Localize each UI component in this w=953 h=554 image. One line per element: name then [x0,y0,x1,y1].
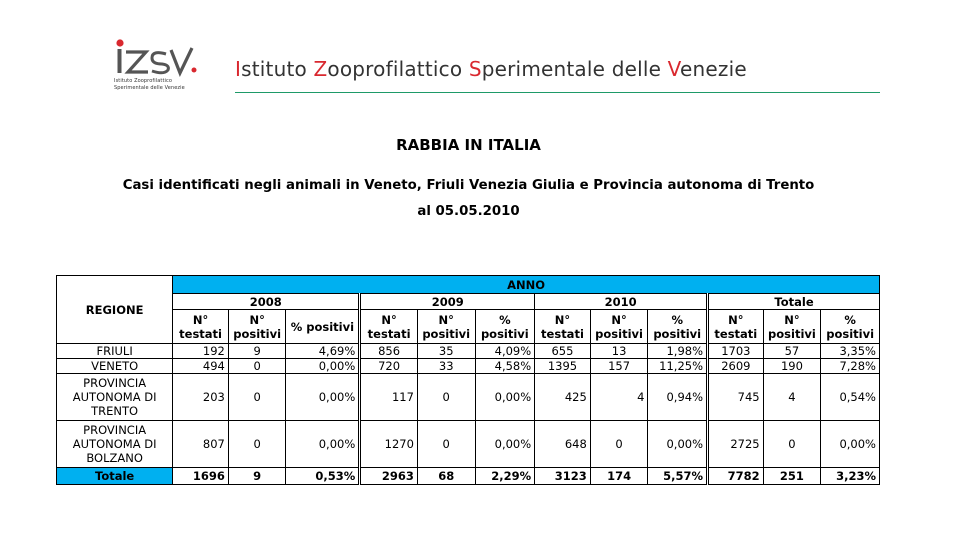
value-cell: 13 [590,344,648,359]
total-cell: 3,23% [821,468,880,485]
total-cell: 3123 [535,468,591,485]
table-row [57,344,880,359]
total-cell: 2,29% [475,468,535,485]
rabies-cases-table [56,275,880,485]
document-title: RABBIA IN ITALIA [396,136,541,154]
value-cell: 0,94% [648,374,708,421]
year-header-2010: 2010 [535,294,708,310]
value-cell: 7,28% [821,359,880,374]
total-cell: 9 [228,468,286,485]
value-cell: 0 [228,359,286,374]
anno-header: ANNO [173,276,880,294]
sub-header: % positivi [821,310,880,344]
value-cell: 33 [417,359,475,374]
year-header-totale: Totale [708,294,880,310]
header-divider [235,92,880,93]
value-cell: 157 [590,359,648,374]
value-cell: 0 [228,374,286,421]
value-cell: 4,69% [286,344,360,359]
total-row [57,468,880,485]
value-cell: 2725 [708,421,764,468]
year-header-2009: 2009 [360,294,535,310]
value-cell: 192 [173,344,229,359]
institute-logo [112,38,198,94]
institute-w3-rest: perimentale delle [481,57,668,81]
value-cell: 425 [535,374,591,421]
sub-header: % positivi [475,310,535,344]
value-cell: 190 [763,359,821,374]
sub-header: N° testati [360,310,418,344]
value-cell: 1703 [708,344,764,359]
value-cell: 2609 [708,359,764,374]
region-cell: PROVINCIA AUTONOMA DI TRENTO [57,374,173,421]
sub-header: N° positivi [763,310,821,344]
value-cell: 655 [535,344,591,359]
table-row [57,359,880,374]
sub-header: % positivi [286,310,360,344]
total-cell: 68 [417,468,475,485]
value-cell: 11,25% [648,359,708,374]
value-cell: 9 [228,344,286,359]
sub-header: N° testati [173,310,229,344]
total-cell: 7782 [708,468,764,485]
value-cell: 3,35% [821,344,880,359]
value-cell: 0,54% [821,374,880,421]
sub-header: N° positivi [228,310,286,344]
value-cell: 1,98% [648,344,708,359]
region-cell: PROVINCIA AUTONOMA DI BOLZANO [57,421,173,468]
value-cell: 648 [535,421,591,468]
institute-w1-rest: stituto [241,57,314,81]
institute-name [235,57,747,81]
institute-w4-initial: V [667,57,681,81]
logo-text-line1: Istituto Zooprofilattico [114,78,173,84]
total-cell: 5,57% [648,468,708,485]
total-cell: 2963 [360,468,418,485]
region-cell: VENETO [57,359,173,374]
izsve-logo-mark [112,38,198,78]
total-cell: 0,53% [286,468,360,485]
value-cell: 0,00% [286,359,360,374]
value-cell: 0,00% [821,421,880,468]
value-cell: 35 [417,344,475,359]
region-cell: FRIULI [57,344,173,359]
value-cell: 4,09% [475,344,535,359]
value-cell: 0,00% [475,374,535,421]
value-cell: 0 [763,421,821,468]
institute-w4-rest: enezie [680,57,747,81]
value-cell: 0 [417,421,475,468]
year-header-2008: 2008 [173,294,360,310]
total-cell: 174 [590,468,648,485]
value-cell: 807 [173,421,229,468]
value-cell: 720 [360,359,418,374]
value-cell: 4 [590,374,648,421]
total-label: Totale [57,468,173,485]
document-date: al 05.05.2010 [417,204,520,219]
value-cell: 0 [228,421,286,468]
document-subtitle: Casi identificati negli animali in Veneto, Friuli Venezia Giulia e Provincia autonoma di Trento [122,178,815,193]
value-cell: 0,00% [648,421,708,468]
sub-header: N° testati [535,310,591,344]
value-cell: 0,00% [475,421,535,468]
value-cell: 4,58% [475,359,535,374]
total-cell: 251 [763,468,821,485]
total-cell: 1696 [173,468,229,485]
value-cell: 0 [417,374,475,421]
value-cell: 494 [173,359,229,374]
sub-header: % positivi [648,310,708,344]
value-cell: 0 [590,421,648,468]
value-cell: 856 [360,344,418,359]
table-row [57,374,880,421]
value-cell: 4 [763,374,821,421]
sub-header: N° testati [708,310,764,344]
value-cell: 1395 [535,359,591,374]
value-cell: 57 [763,344,821,359]
region-header: REGIONE [57,276,173,344]
value-cell: 117 [360,374,418,421]
logo-text-line2: Sperimentale delle Venezie [114,85,185,91]
table-row [57,421,880,468]
sub-header: N° positivi [590,310,648,344]
value-cell: 745 [708,374,764,421]
sub-header: N° positivi [417,310,475,344]
value-cell: 1270 [360,421,418,468]
institute-w3-initial: S [468,57,482,81]
value-cell: 0,00% [286,374,360,421]
institute-w1-initial: I [235,57,242,81]
value-cell: 0,00% [286,421,360,468]
institute-w2-rest: ooprofilattico [327,57,469,81]
value-cell: 203 [173,374,229,421]
institute-w2-initial: Z [313,57,328,81]
